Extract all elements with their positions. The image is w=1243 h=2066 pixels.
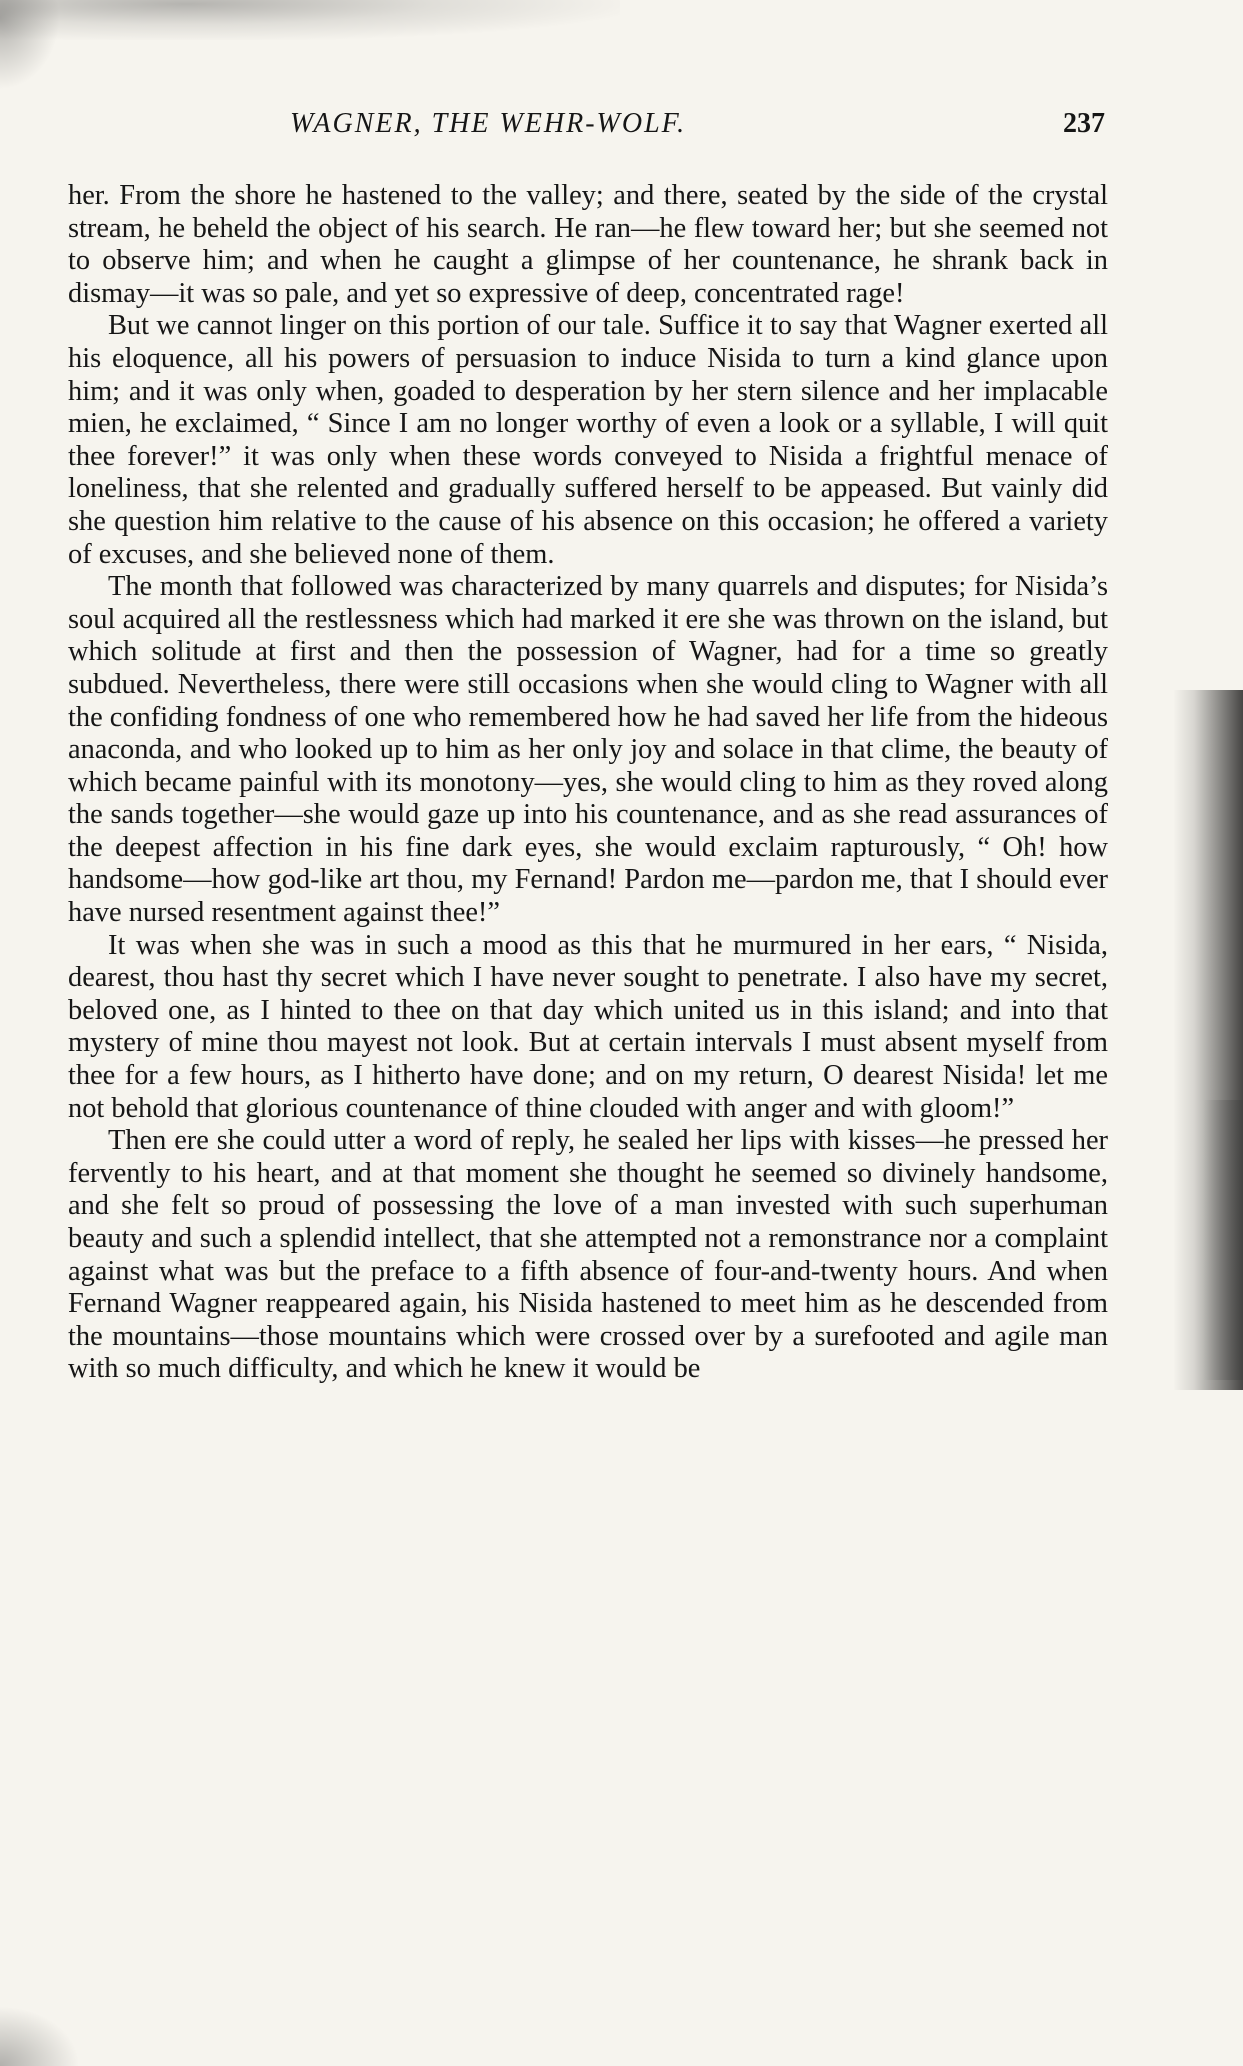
paragraph: her. From the shore he hastened to the valley; and there, seated by the side of the crystal stream, he beheld the object of his search. He ran—he flew toward her; but she seemed not to observe him; and when he caught a glimpse of her countenance, he shrank back in dismay—it was so pale, and yet so expressive of deep, concentrated rage! [68,180,1108,309]
paragraph: It was when she was in such a mood as this that he murmured in her ears, “ Nisida, dearest, thou hast thy secret which I have never sought to penetrate. I also have my secret, beloved one, as I hinted to thee on that day which united us in this island; and into that mystery of mine thou mayest not look. But at certain intervals I must absent myself from thee for a few hours, as I hitherto have done; and on my return, O dearest Nisida! let me not behold that glorious countenance of thine clouded with anger and with gloom!” [68,929,1108,1124]
page-header [80,108,1105,148]
paragraph: But we cannot linger on this portion of our tale. Suffice it to say that Wagner exerted all his eloquence, all his powers of persuasion to induce Nisida to turn a kind glance upon him; and it was only when, goaded to desperation by her stern silence and her implacable mien, he exclaimed, “ Since I am no longer worthy of even a look or a syllable, I will quit thee forever!” it was only when these words conveyed to Nisida a frightful menace of loneliness, that she relented and gradually suffered herself to be appeased. But vainly did she question him relative to the cause of his absence on this occasion; he offered a variety of excuses, and she believed none of them. [68,310,1108,570]
body-text [68,180,1108,1386]
page-number: 237 [1063,108,1105,139]
scan-shadow-bottom-left [0,2006,80,2066]
scan-shadow-right-lower [1203,1100,1243,1380]
scan-shadow-left-corner [0,0,60,90]
paragraph: The month that followed was characterized by many quarrels and disputes; for Nisida’s soul acquired all the restlessness which had marked it ere she was thrown on the island, but which solitude at first and then the possession of Wagner, had for a time so greatly subdued. Nevertheless, there were still occasions when she would cling to Wagner with all the confiding fondness of one who remembered how he had saved her life from the hideous anaconda, and who looked up to him as her only joy and solace in that clime, the beauty of which became painful with its monotony—yes, she would cling to him as they roved along the sands together—she would gaze up into his countenance, and as she read assurances of the deepest affection in his fine dark eyes, she would exclaim rapturously, “ Oh! how handsome—how god-like art thou, my Fernand! Pardon me—pardon me, that I should ever have nursed resentment against thee!” [68,571,1108,929]
paragraph: Then ere she could utter a word of reply, he sealed her lips with kisses—he pressed her fervently to his heart, and at that moment she thought he seemed so divinely handsome, and she felt so proud of possessing the love of a man invested with such superhuman beauty and such a splendid intellect, that she attempted not a remonstrance nor a complaint against what was but the preface to a fifth absence of four-and-twenty hours. And when Fernand Wagner reappeared again, his Nisida hastened to meet him as he descended from the mountains—those mountains which were crossed over by a surefooted and agile man with so much difficulty, and which he knew it would be [68,1125,1108,1385]
running-head: WAGNER, THE WEHR-WOLF. [290,108,687,139]
scan-shadow-top [0,0,620,40]
